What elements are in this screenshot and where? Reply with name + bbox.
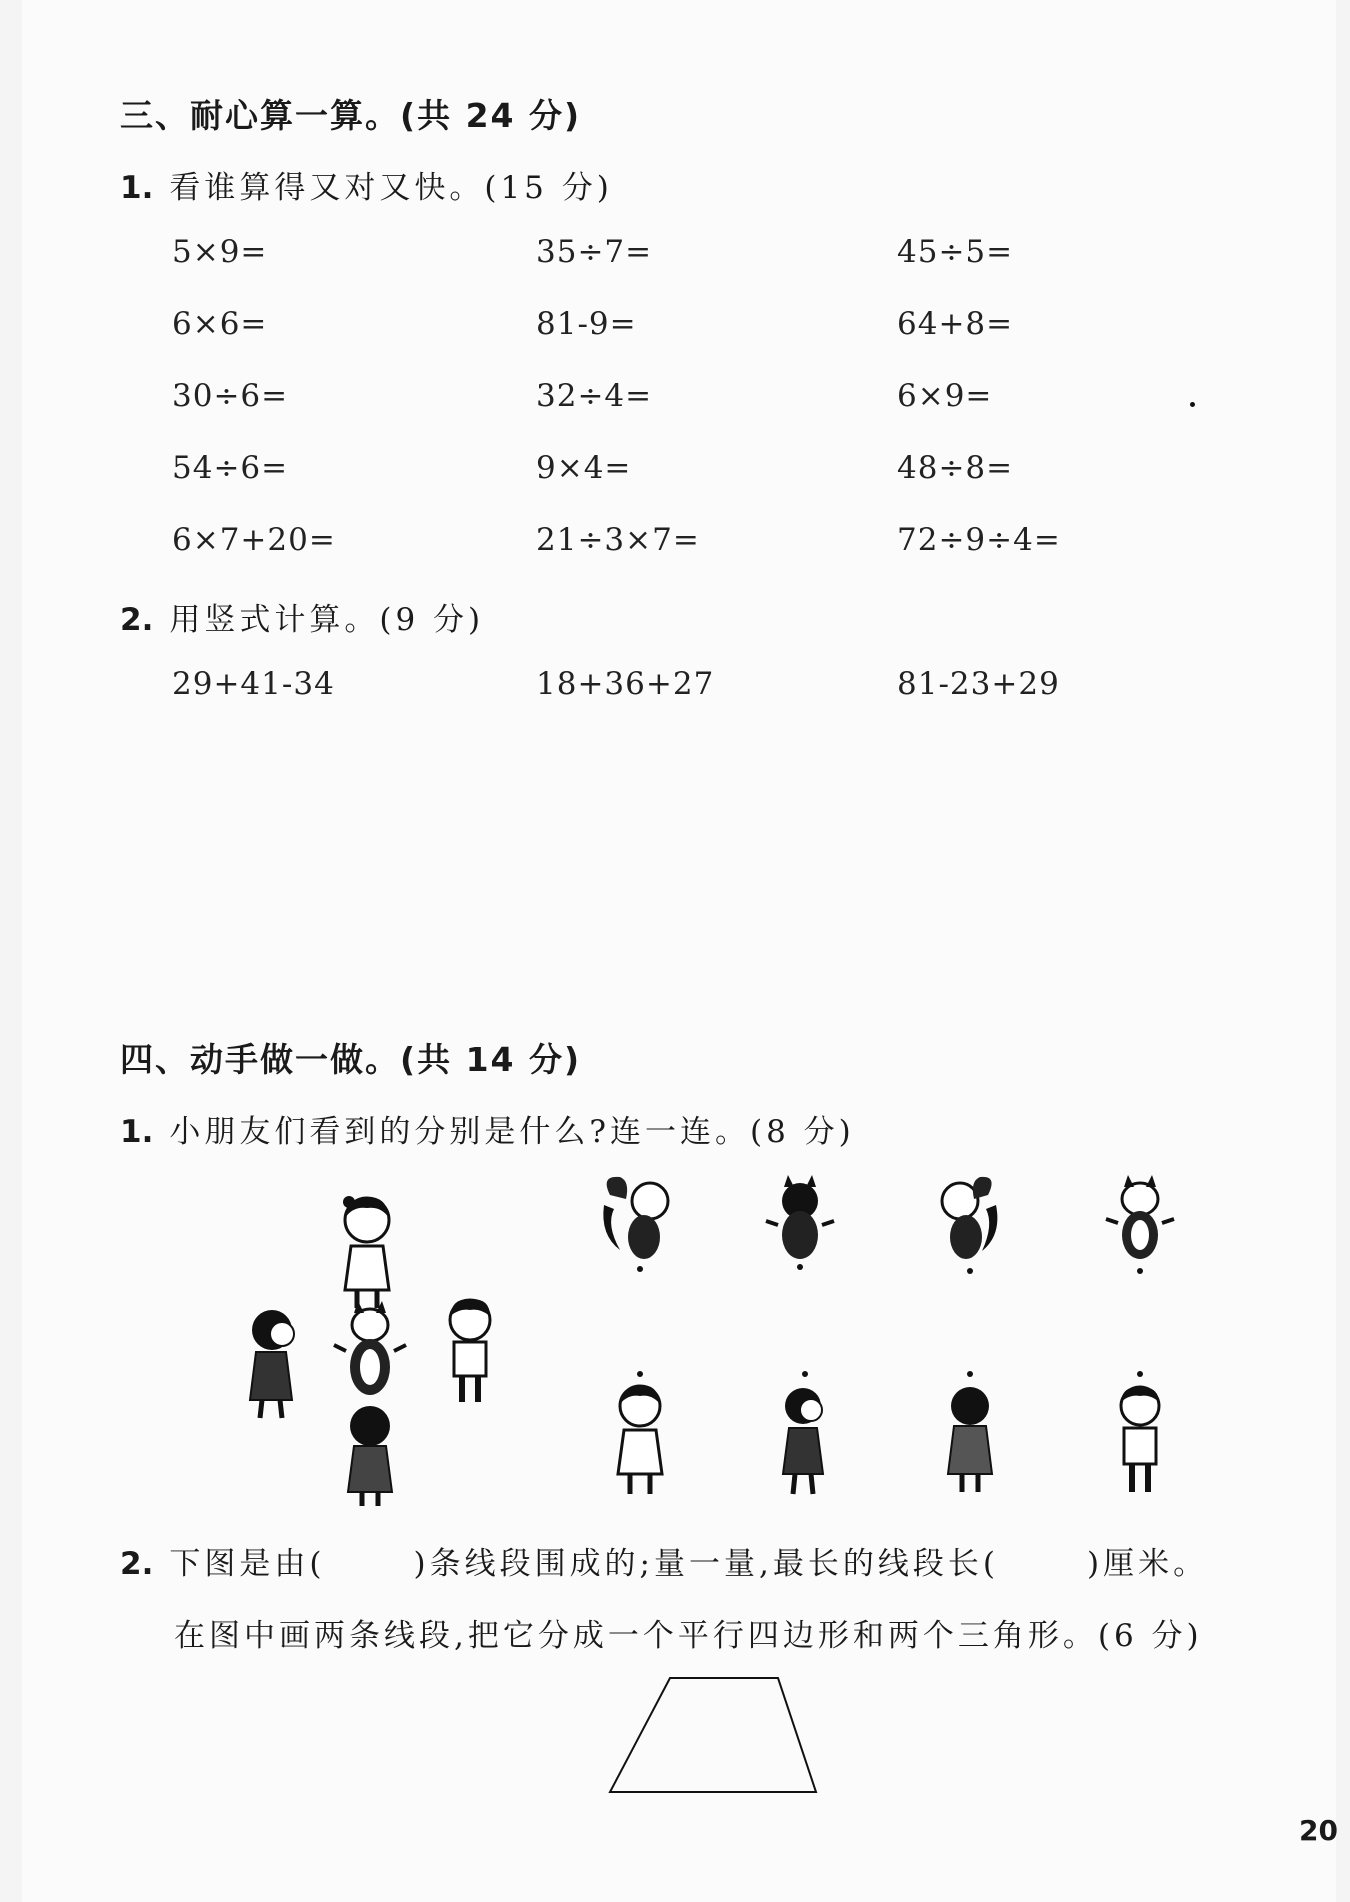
girl-side-icon bbox=[783, 1371, 823, 1494]
calc-item: 48÷8= bbox=[897, 450, 1014, 486]
question-1-title bbox=[120, 162, 613, 207]
question-text: 看谁算得又对又快。(15 分) bbox=[169, 170, 613, 206]
calc-item: 30÷6= bbox=[172, 378, 289, 414]
vertical-calc-item: 18+36+27 bbox=[536, 666, 715, 702]
squirrel-right-side-icon bbox=[603, 1177, 668, 1272]
page-number: 20 bbox=[1299, 1814, 1338, 1847]
calc-item: 72÷9÷4= bbox=[897, 522, 1061, 558]
calc-item: 6×6= bbox=[172, 306, 268, 342]
calc-item: 45÷5= bbox=[897, 234, 1014, 270]
vertical-calc-item: 29+41-34 bbox=[172, 666, 335, 702]
vertical-calc-item: 81-23+29 bbox=[897, 666, 1060, 702]
trapezoid-figure[interactable] bbox=[600, 1670, 830, 1800]
print-speck bbox=[1190, 402, 1195, 407]
question-number: 2. bbox=[120, 1546, 154, 1582]
question-2-title bbox=[120, 1538, 1208, 1583]
girl-top-icon bbox=[343, 1196, 389, 1308]
calc-item: 9×4= bbox=[536, 450, 632, 486]
girl-back-icon bbox=[948, 1371, 992, 1492]
calc-item: 6×7+20= bbox=[172, 522, 336, 558]
girl-left-icon bbox=[250, 1310, 294, 1418]
question-text-b: )条线段围成的;量一量,最长的线段长( bbox=[413, 1546, 999, 1582]
question-1-title bbox=[120, 1106, 855, 1151]
question-text: 用竖式计算。(9 分) bbox=[169, 602, 485, 638]
section-3-title: 三、耐心算一算。(共 24 分) bbox=[120, 96, 582, 135]
calc-item: 32÷4= bbox=[536, 378, 653, 414]
squirrel-left-side-icon bbox=[942, 1177, 997, 1274]
calc-item: 5×9= bbox=[172, 234, 268, 270]
calc-item: 21÷3×7= bbox=[536, 522, 700, 558]
question-number: 1. bbox=[120, 170, 154, 206]
squirrel-views-row bbox=[590, 1170, 1190, 1280]
question-text-a: 下图是由( bbox=[169, 1546, 326, 1582]
question-text-c: )厘米。 bbox=[1086, 1546, 1209, 1582]
question-2-title bbox=[120, 594, 484, 639]
calc-item: 54÷6= bbox=[172, 450, 289, 486]
squirrel-front-icon bbox=[1106, 1175, 1174, 1274]
calc-item: 35÷7= bbox=[536, 234, 653, 270]
question-text: 小朋友们看到的分别是什么?连一连。(8 分) bbox=[169, 1114, 855, 1150]
question-2-line2: 在图中画两条线段,把它分成一个平行四边形和两个三角形。(6 分) bbox=[174, 1618, 1203, 1654]
calc-item: 81-9= bbox=[536, 306, 637, 342]
section-4-title: 四、动手做一做。(共 14 分) bbox=[120, 1040, 582, 1079]
question-number: 1. bbox=[120, 1114, 154, 1150]
kids-row bbox=[590, 1370, 1190, 1510]
squirrel-center-icon bbox=[334, 1301, 406, 1395]
boy-right-icon bbox=[450, 1299, 490, 1402]
girl-bottom-icon bbox=[348, 1406, 392, 1506]
calc-item: 6×9= bbox=[897, 378, 993, 414]
calc-item: 64+8= bbox=[897, 306, 1014, 342]
kids-around-squirrel-illustration bbox=[230, 1190, 520, 1510]
squirrel-back-icon bbox=[766, 1175, 834, 1270]
boy-front-icon bbox=[1121, 1371, 1159, 1492]
question-number: 2. bbox=[120, 602, 154, 638]
girl-front-icon bbox=[618, 1371, 662, 1494]
